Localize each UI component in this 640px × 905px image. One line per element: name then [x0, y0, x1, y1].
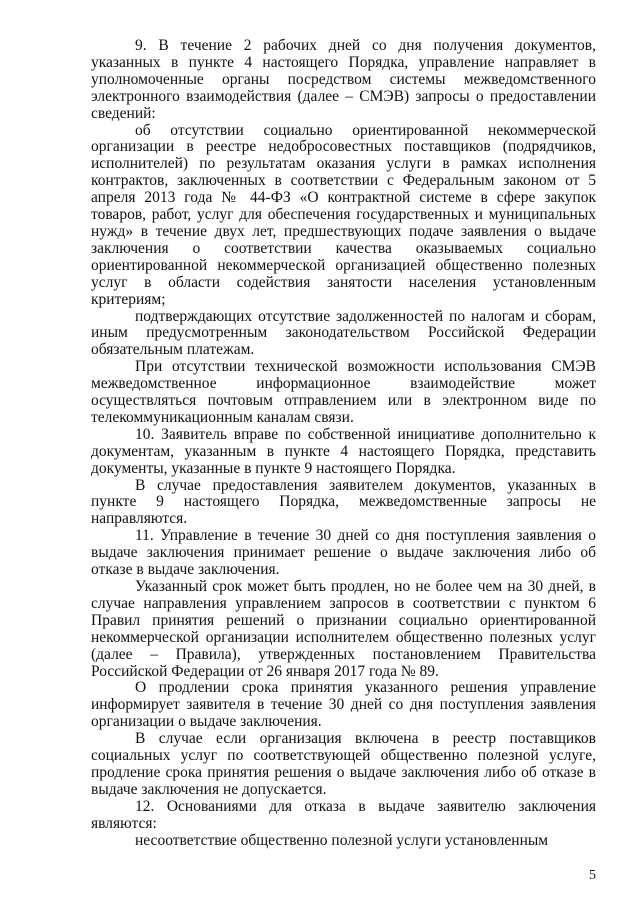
paragraph-11-notification: О продлении срока принятия указанного решения управление информирует заявителя в течение 30 дней со дня поступления заявления организации о выдаче заключения.: [91, 679, 596, 731]
paragraph-9-item-registry: об отсутствии социально ориентированной некоммерческой организации в реестре недобросовестных поставщиков (подрядчиков, исполнителей) по результатам оказания услуги в рамках исполнения контрактов, заключенных в соответствии с Федеральным законом от 5 апреля 2013 года № 44-ФЗ «О контрактной системе в сфере закупок товаров, работ, услуг для обеспечения государственных и муниципальных нужд» в течение двух лет, предшествующих подаче заявления о выдаче заключения о соответствии качества оказываемых социально ориентированной некоммерческой организацией общественно полезных услуг в области содействия занятости населения установленным критериям;: [91, 121, 596, 308]
paragraph-9: 9. В течение 2 рабочих дней со дня получения документов, указанных в пункте 4 настоящего Порядка, управление направляет в уполномоченные органы посредством системы межведомственного электронного взаимодействия (далее – СМЭВ) запросы о предоставлении сведений:: [91, 37, 596, 122]
paragraph-12-item-first: несоответствие общественно полезной услуги установленным: [135, 831, 549, 849]
page-number: 5: [589, 868, 596, 883]
paragraph-11-extension: Указанный срок может быть продлен, но не более чем на 30 дней, в случае направления управлением запросов в соответствии с пунктом 6 Правил принятия решений о признании социально ориентированной некоммерческой организации исполнителем общественно полезных услуг (далее – Правила), утвержденных постановлением Правительства Российской Федерации от 26 января 2017 года № 89.: [91, 578, 596, 680]
paragraph-11: 11. Управление в течение 30 дней со дня поступления заявления о выдаче заключения принимает решение о выдаче заключения либо об отказе в выдаче заключения.: [91, 527, 596, 579]
paragraph-11-no-extension: В случае если организация включена в реестр поставщиков социальных услуг по соответствующей общественно полезной услуге, продление срока принятия решения о выдаче заключения либо об отказе в выдаче заключения не допускается.: [91, 730, 596, 798]
paragraph-12: 12. Основаниями для отказа в выдаче заявителю заключения являются:: [91, 797, 596, 832]
paragraph-9-smev-absence: При отсутствии технической возможности использования СМЭВ межведомственное информационное взаимодействие может осуществляться почтовым отправлением или в электронном виде по телекоммуникационным каналам связи.: [91, 358, 596, 426]
paragraph-10: 10. Заявитель вправе по собственной инициативе дополнительно к документам, указанным в пункте 4 настоящего Порядка, представить документы, указанные в пункте 9 настоящего Порядка.: [91, 425, 596, 477]
paragraph-9-item-taxes: подтверждающих отсутствие задолженностей по налогам и сборам, иным предусмотренным законодательством Российской Федерации обязательным платежам.: [91, 307, 596, 359]
paragraph-10-note: В случае предоставления заявителем документов, указанных в пункте 9 настоящего Порядка, межведомственные запросы не направляются.: [91, 476, 596, 528]
